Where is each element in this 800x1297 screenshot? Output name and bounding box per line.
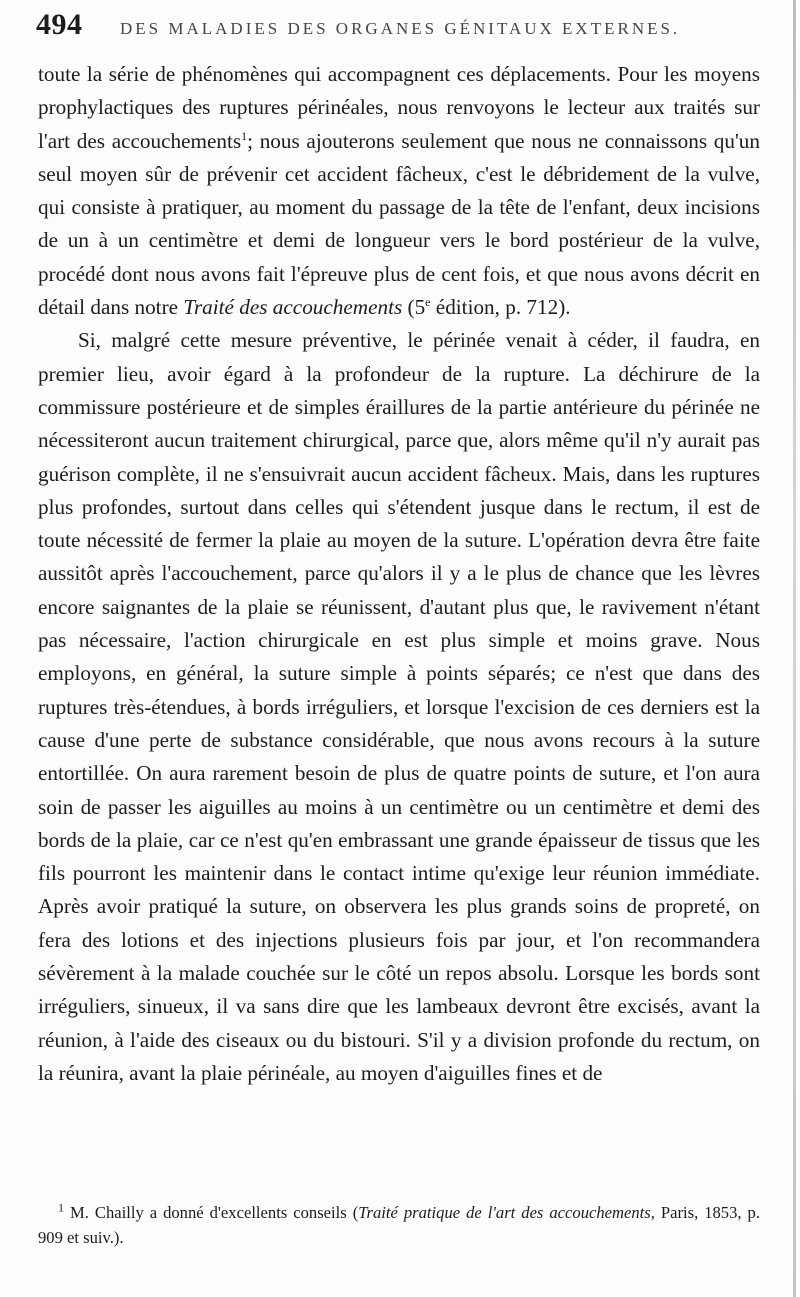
footnote-book-title: Traité pratique de l'art des accouchements: [358, 1203, 651, 1222]
paragraph-1-text-c: (5: [402, 295, 426, 320]
footnote-marker: 1: [58, 1200, 64, 1215]
footnote: [38, 1200, 760, 1250]
running-head: DES MALADIES DES ORGANES GÉNITAUX EXTERNES.: [120, 19, 681, 38]
paragraph-1-text-d: édition, p. 712).: [430, 295, 571, 320]
body-text: [38, 58, 760, 1090]
page-header: [36, 8, 776, 52]
page-edge: [793, 0, 796, 1297]
paragraph-1-text-b: ; nous ajouterons seulement que nous ne connaissons qu'un seul moyen sûr de prévenir cet accident fâcheux, c'est le débridement de la vulve, qui consiste à pratiquer, au moment du passage de la tête de l'enfant, deux incisions de un à un centimètre et demi de longueur vers le bord postérieur de la vulve, procédé dont nous avons fait l'épreuve plus de cent fois, et que nous avons décrit en détail dans notre: [38, 128, 760, 320]
paragraph-1: [38, 58, 760, 324]
paragraph-2: Si, malgré cette mesure préventive, le périnée venait à céder, il faudra, en premier lieu, avoir égard à la profondeur de la rupture. La déchirure de la commissure postérieure et de simples éraillures de la partie antérieure du périnée ne nécessiteront aucun traitement chirurgical, parce que, alors même qu'il n'y aurait pas guérison complète, il ne s'ensuivrait aucun accident fâcheux. Mais, dans les ruptures plus profondes, surtout dans celles qui s'étendent jusque dans le rectum, il est de toute nécessité de fermer la plaie au moyen de la suture. L'opération devra être faite aussitôt après l'accouchement, parce qu'alors il y a le plus de chance que les lèvres encore saignantes de la plaie se réunissent, d'autant plus que, le ravivement n'étant pas nécessaire, l'action chirurgicale en est plus simple et moins grave. Nous employons, en général, la suture simple à points séparés; ce n'est que dans des ruptures très-étendues, à bords irréguliers, et lorsque l'excision de ces derniers est la cause d'une perte de substance considérable, que nous avons recours à la suture entortillée. On aura rarement besoin de plus de quatre points de suture, et l'on aura soin de passer les aiguilles au moins à un centimètre ou un centimètre et demi des bords de la plaie, car ce n'est qu'en embrassant une grande épaisseur de tissus que les fils pourront les maintenir dans le contact intime qu'exige leur réunion immédiate. Après avoir pratiqué la suture, on observera les plus grands soins de propreté, on fera des lotions et des injections plusieurs fois par jour, et l'on recommandera sévèrement à la malade couchée sur le côté un repos absolu. Lorsque les bords sont irréguliers, sinueux, il va sans dire que les lambeaux devront être excisés, avant la réunion, à l'aide des ciseaux ou du bistouri. S'il y a division profonde du rectum, on la réunira, avant la plaie périnéale, au moyen d'aiguilles fines et de: [38, 328, 760, 1085]
footnote-reference: 1: [241, 128, 248, 143]
footnote-text: [38, 1200, 760, 1250]
footnote-text-b: , Paris, 1853, p. 909 et suiv.).: [38, 1203, 760, 1247]
edition-superscript: e: [425, 295, 431, 310]
page-number: 494: [36, 8, 83, 41]
footnote-text-a: M. Chailly a donné d'excellents conseils (: [64, 1203, 359, 1222]
book-title: Traité des accouchements: [183, 295, 403, 320]
paragraph-1-text-a: toute la série de phénomènes qui accompagnent ces déplacements. Pour les moyens prophylactiques des ruptures périnéales, nous renvoyons le lecteur aux traités sur l'art des accouchements: [38, 62, 760, 153]
